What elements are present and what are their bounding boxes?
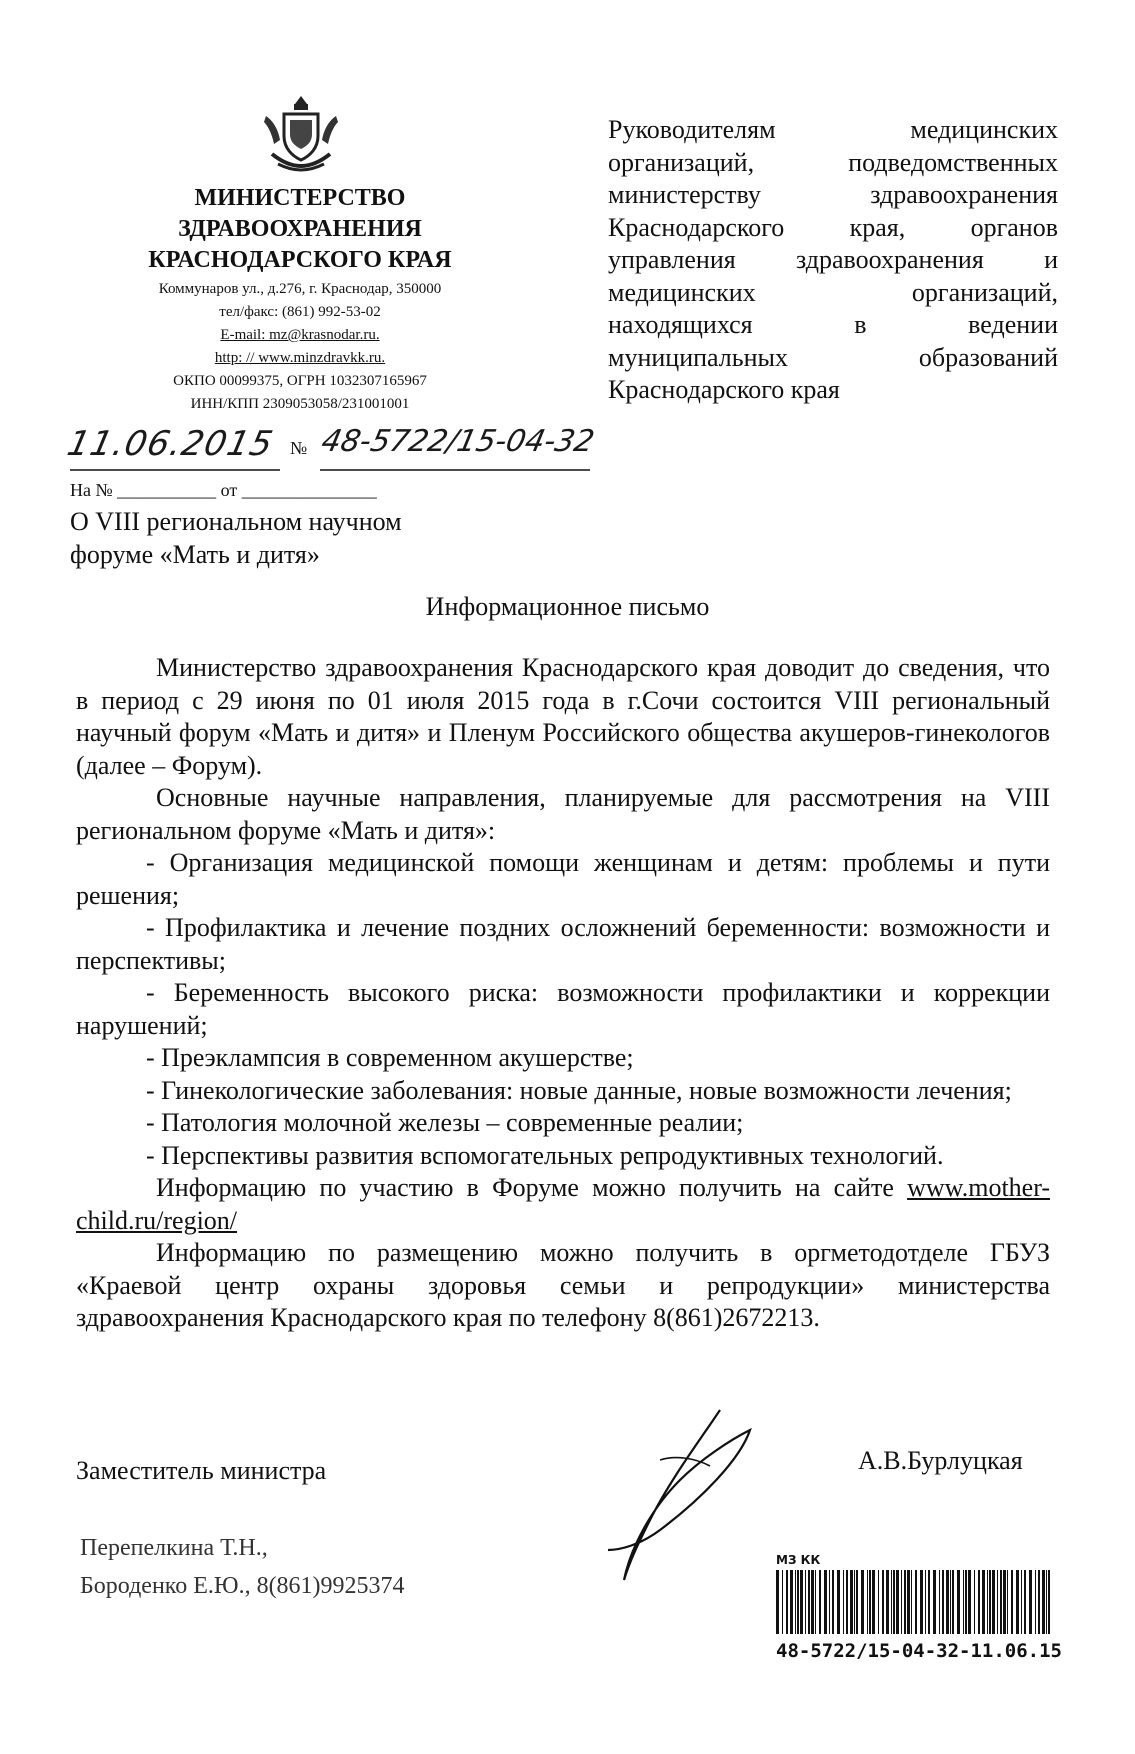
barcode-bar [992, 1570, 995, 1634]
barcode-bar [1035, 1570, 1036, 1634]
reference-line: На № ___________ от _______________ [70, 480, 377, 500]
addressee-line: Руководителям медицинских [608, 115, 1058, 144]
barcode-bar [987, 1570, 988, 1634]
barcode-bar [952, 1570, 954, 1634]
barcode-bar [795, 1570, 796, 1634]
addressee-line: управления здравоохранения и [608, 245, 1058, 274]
barcode-icon [776, 1570, 1054, 1634]
addressee-block [608, 114, 1058, 407]
executor-line: Бороденко Е.Ю., 8(861)9925374 [80, 1573, 405, 1599]
list-item: - Профилактика и лечение поздних осложнений беременности: возможности и перспективы; [76, 913, 1050, 975]
ministry-contacts [110, 278, 490, 416]
barcode-bar [968, 1570, 971, 1634]
barcode-bar [882, 1570, 884, 1634]
okpo: ОКПО 00099375, ОГРН 1032307165967 [173, 373, 427, 389]
barcode-bar [1048, 1570, 1050, 1634]
coat-of-arms-icon [258, 92, 344, 178]
list-item: - Беременность высокого риска: возможности профилактики и коррекции нарушений; [76, 978, 1050, 1040]
barcode-bar [776, 1570, 779, 1634]
addressee-line: медицинских организаций, [608, 277, 1058, 307]
barcode-bar [1046, 1570, 1047, 1634]
registration-number: 48-5722/15-04-32 [318, 424, 598, 459]
barcode-bar [1042, 1570, 1045, 1634]
forum-website-link[interactable]: www.mother-child.ru/region/ [76, 1173, 1051, 1235]
barcode-bar [867, 1570, 868, 1634]
handwritten-signature [600, 1400, 760, 1590]
barcode-bar [808, 1570, 810, 1634]
barcode-bar [869, 1570, 871, 1634]
barcode-bar [1011, 1570, 1013, 1634]
addressee-line: Краснодарского края [608, 375, 840, 404]
letter-subject [70, 505, 490, 571]
barcode-bar [974, 1570, 975, 1634]
barcode-bar [978, 1570, 980, 1634]
barcode-bar [1003, 1570, 1006, 1634]
barcode-bar [1016, 1570, 1019, 1634]
participation-text: Информацию по участию в Форуме можно получить на сайте [156, 1173, 894, 1202]
barcode-bar [891, 1570, 892, 1634]
barcode-bar [957, 1570, 960, 1634]
ministry-name-line-2: ЗДРАВООХРАНЕНИЯ [178, 216, 422, 242]
barcode-bar [832, 1570, 834, 1634]
document-title: Информационное письмо [425, 592, 710, 621]
paragraph-accommodation: Информацию по размещению можно получить в оргметодотделе ГБУЗ «Краевой центр охраны здоровья семьи и репродукции» министерства здравоохранения Краснодарского края по телефону 8(861)2672213. [76, 1238, 1050, 1332]
executor-line: Перепелкина Т.Н., [80, 1535, 268, 1561]
registration-number-label: № [290, 438, 308, 458]
paragraph-directions: Основные научные направления, планируемые для рассмотрения на VIII региональном форуме «Мать и дитя»: [76, 783, 1050, 845]
barcode-bar [1038, 1570, 1040, 1634]
barcode-bar [850, 1570, 853, 1634]
paragraph-announcement: Министерство здравоохранения Краснодарского края доводит до сведения, что в период с 29 июня по 01 июля 2015 года в г.Сочи состоится VIII региональный научный форум «Мать и дитя» и Пленум Российского общества акушеров-гинекологов (далее – Форум). [76, 653, 1050, 780]
barcode-bar [824, 1570, 827, 1634]
barcode-bar [886, 1570, 889, 1634]
list-item: - Патология молочной железы – современные реалии; [146, 1108, 744, 1137]
barcode-bar [797, 1570, 799, 1634]
barcode-bar [942, 1570, 944, 1634]
barcode-bar [1007, 1570, 1008, 1634]
barcode-bar [933, 1570, 936, 1634]
addressee-line: министерству здравоохранения [608, 180, 1058, 209]
barcode-bar [920, 1570, 923, 1634]
barcode-bar [928, 1570, 930, 1634]
barcode-bar [811, 1570, 814, 1634]
barcode-bar [872, 1570, 875, 1634]
barcode-bar [1024, 1570, 1026, 1634]
list-item: - Гинекологические заболевания: новые данные, новые возможности лечения; [146, 1075, 1012, 1105]
barcode-bar [819, 1570, 821, 1634]
barcode-bar [790, 1570, 793, 1634]
paragraph-participation [76, 1172, 1050, 1237]
ministry-name [110, 183, 490, 276]
subject-line-1: О VIII региональном научном [70, 507, 402, 536]
barcode-bar [950, 1570, 951, 1634]
barcode-bar [904, 1570, 906, 1634]
barcode-bar [989, 1570, 991, 1634]
barcode-bar [915, 1570, 917, 1634]
email[interactable]: E-mail: mz@krasnodar.ru. [220, 327, 380, 343]
barcode-bar [982, 1570, 985, 1634]
list-item: - Перспективы развития вспомогательных репродуктивных технологий. [146, 1140, 944, 1170]
barcode-bar [786, 1570, 788, 1634]
signer-position: Заместитель министра [76, 1456, 327, 1485]
barcode-bar [843, 1570, 844, 1634]
inn: ИНН/КПП 2309053058/231001001 [190, 396, 410, 412]
barcode-bar [963, 1570, 964, 1634]
ministry-name-line-3: КРАСНОДАРСКОГО КРАЯ [148, 247, 452, 273]
executors [80, 1529, 405, 1605]
ministry-name-line-1: МИНИСТЕРСТВО [194, 185, 406, 211]
website[interactable]: http: // www.minzdravkk.ru. [214, 350, 386, 366]
subject-line-2: форуме «Мать и дитя» [70, 540, 320, 569]
barcode-bar [997, 1570, 998, 1634]
barcode-bar [907, 1570, 910, 1634]
barcode-bar [893, 1570, 895, 1634]
list-item: - Преэклампсия в современном акушерстве; [146, 1043, 634, 1072]
barcode-bar [946, 1570, 949, 1634]
addressee-line: муниципальных образований [608, 342, 1058, 372]
barcode-bar [965, 1570, 967, 1634]
barcode-bar [925, 1570, 926, 1634]
barcode-bar [782, 1570, 783, 1634]
barcode-bar [815, 1570, 816, 1634]
stamp-code: 48-5722/15-04-32-11.06.15 [776, 1640, 1062, 1662]
registration-date: 11.06.2015 [63, 424, 277, 464]
barcode-bar [1029, 1570, 1032, 1634]
barcode-bar [829, 1570, 830, 1634]
barcode-bar [1000, 1570, 1002, 1634]
barcode-bar [846, 1570, 848, 1634]
addressee-line: находящихся в ведении [608, 310, 1058, 339]
barcode-bar [856, 1570, 858, 1634]
letter-body [76, 652, 1050, 1335]
barcode-bar [878, 1570, 879, 1634]
phone: тел/факс: (861) 992-53-02 [219, 304, 381, 320]
barcode-bar [861, 1570, 864, 1634]
addressee-line: организаций, подведомственных [608, 147, 1058, 177]
barcode-bar [939, 1570, 940, 1634]
address: Коммунаров ул., д.276, г. Краснодар, 350000 [158, 281, 442, 297]
signer-name: А.В.Бурлуцкая [858, 1446, 1023, 1475]
barcode-bar [800, 1570, 803, 1634]
barcode-bar [837, 1570, 840, 1634]
barcode-bar [911, 1570, 912, 1634]
barcode-bar [901, 1570, 902, 1634]
barcode-bar [896, 1570, 899, 1634]
list-item: - Организация медицинской помощи женщинам и детям: проблемы и пути решения; [76, 848, 1050, 910]
addressee-line: Краснодарского края, органов [608, 212, 1058, 242]
barcode-bar [805, 1570, 806, 1634]
barcode-bar [854, 1570, 855, 1634]
barcode-bar [1021, 1570, 1022, 1634]
stamp-label: МЗ КК [776, 1553, 821, 1567]
